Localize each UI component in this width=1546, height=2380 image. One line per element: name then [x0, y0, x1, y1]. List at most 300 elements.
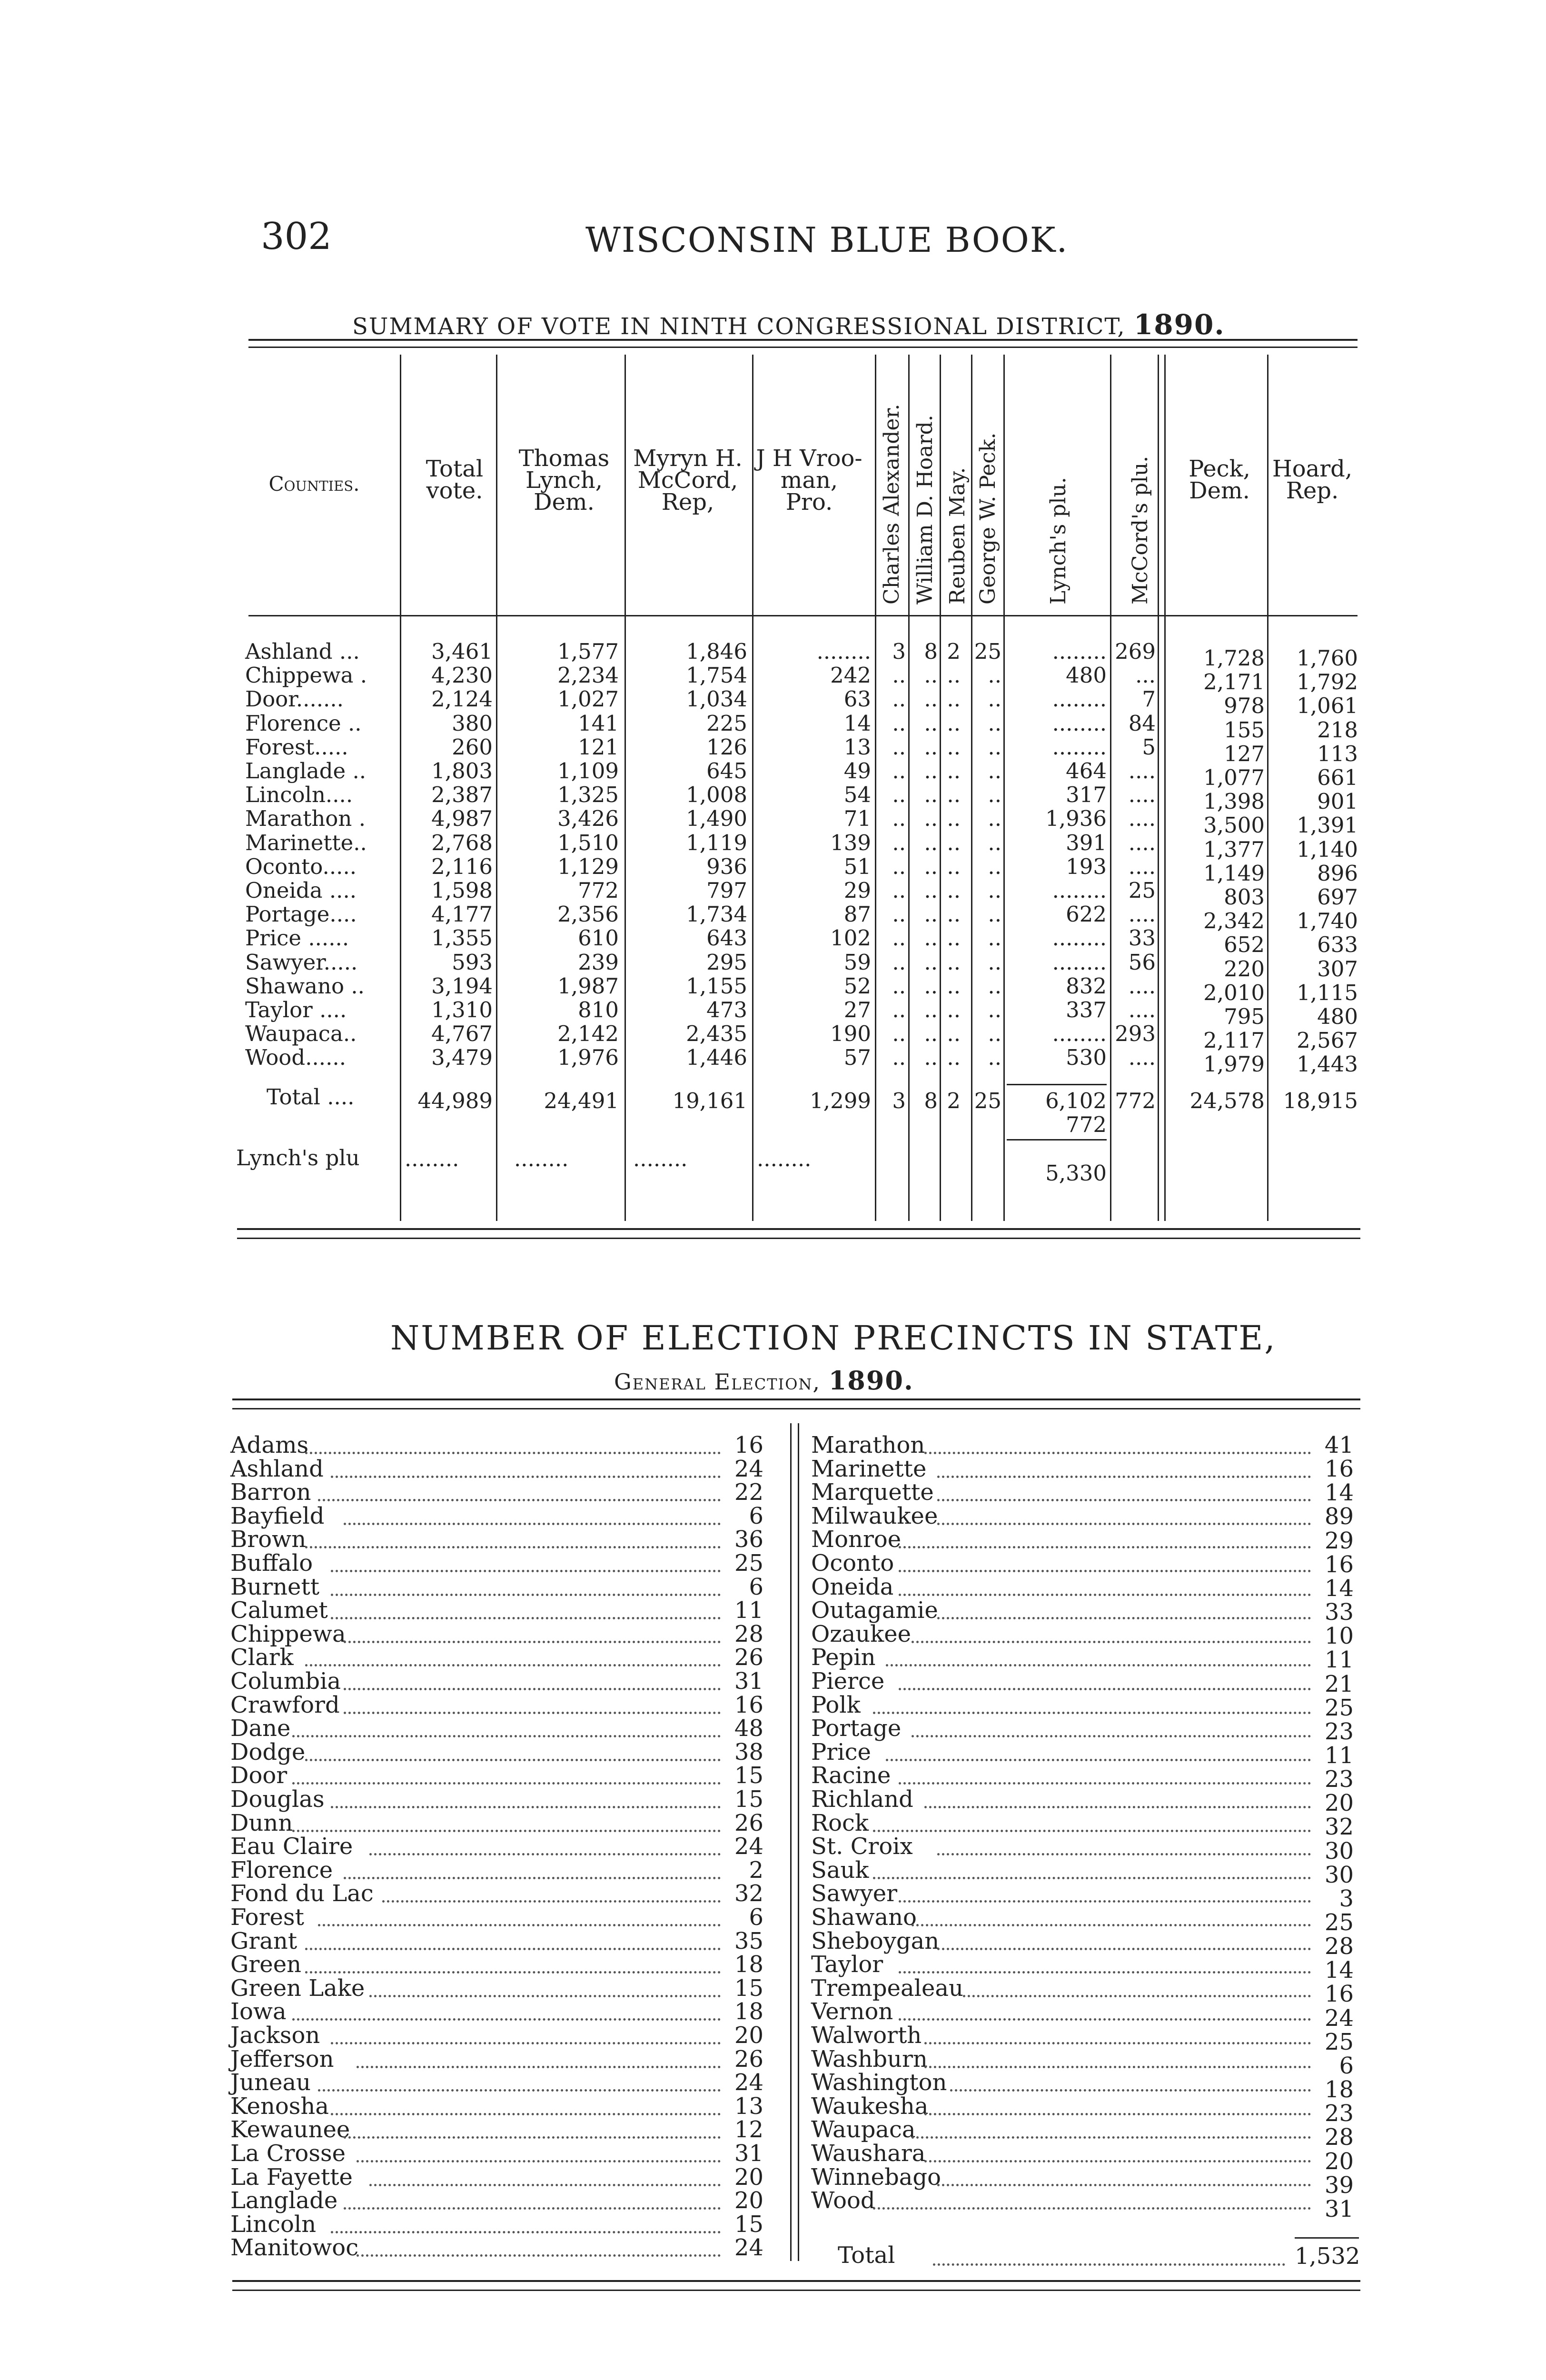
peck-votes: 652 — [1224, 932, 1265, 958]
leader-dots — [305, 1948, 721, 1950]
list-item — [811, 2022, 1358, 2055]
precinct-count: 38 — [734, 1738, 763, 1765]
list-item — [811, 1880, 1358, 1912]
hoard-votes: 1,061 — [1297, 693, 1358, 719]
george-peck-votes: .. — [988, 758, 1001, 783]
county-name: Price — [811, 1738, 871, 1765]
reuben-may-votes: .. — [947, 853, 961, 879]
running-head: WISCONSIN BLUE BOOK. — [585, 220, 1069, 260]
list-item — [230, 1856, 778, 1884]
reuben-may-votes: .. — [947, 1045, 961, 1071]
alexander-votes: .. — [892, 806, 906, 832]
col-sep — [1267, 355, 1269, 1221]
mccord-votes: 797 — [706, 878, 747, 903]
leader-dots — [331, 1476, 721, 1478]
lynch-votes: 1,129 — [557, 853, 619, 879]
precincts-subtitle-text: General Election, — [614, 1369, 821, 1395]
leader-dots — [344, 1877, 721, 1879]
plurality-dots: ........ — [514, 1146, 569, 1171]
list-item — [811, 2069, 1358, 2103]
hoard-votes: 896 — [1317, 860, 1358, 886]
list-item — [230, 2045, 778, 2073]
county-name: Polk — [811, 1691, 861, 1718]
county-name: Clark — [230, 1644, 294, 1671]
leader-dots — [369, 2184, 721, 2186]
leader-dots — [912, 1924, 1311, 1926]
list-item — [811, 1951, 1358, 1984]
mccord-votes: 1,034 — [686, 686, 747, 712]
vrooman-votes: 102 — [830, 925, 871, 951]
lynch-plurality: ........ — [1052, 878, 1107, 903]
peck-votes: 2,342 — [1203, 908, 1265, 934]
precinct-count: 23 — [1324, 2100, 1354, 2127]
leader-dots — [318, 2089, 721, 2092]
list-item — [811, 1786, 1358, 1817]
total-vote: 4,230 — [431, 663, 493, 688]
lynch-plu-diff-rule — [1007, 1139, 1107, 1140]
precinct-count: 15 — [734, 1762, 763, 1789]
county-name: Jackson — [230, 2022, 320, 2049]
leader-dots — [886, 1759, 1311, 1761]
reuben-may-votes: .. — [947, 949, 961, 975]
county-name: Grant — [230, 1927, 297, 1954]
reuben-may-votes: .. — [947, 902, 961, 927]
total-vote: 1,803 — [431, 758, 493, 783]
list-item — [811, 1502, 1358, 1530]
vrooman-votes: 71 — [843, 806, 871, 832]
list-item — [811, 1434, 1358, 1458]
vrooman-votes: 59 — [843, 949, 871, 975]
county-name: Taylor — [811, 1951, 883, 1978]
county-name: Columbia — [230, 1668, 341, 1695]
plurality-label: Lynch's plu — [236, 1145, 360, 1170]
header-alexander: Charles Alexander. — [880, 404, 904, 605]
header-george-peck: George W. Peck. — [976, 432, 1000, 605]
precinct-count: 6 — [749, 1573, 763, 1600]
total-vrooman: 1,299 — [810, 1088, 871, 1113]
lynch-plurality: ........ — [1052, 686, 1107, 712]
list-item — [230, 1764, 778, 1788]
george-peck-votes: .. — [988, 830, 1001, 855]
precinct-count: 14 — [1324, 1957, 1354, 1984]
mccord-votes: 1,155 — [686, 973, 747, 999]
alexander-votes: .. — [892, 925, 906, 951]
leader-dots — [344, 1712, 721, 1714]
county-name: Oneida — [811, 1573, 894, 1600]
vrooman-votes: 63 — [843, 686, 871, 712]
precinct-count: 11 — [734, 1597, 763, 1624]
county-name: Burnett — [230, 1573, 320, 1600]
vrooman-votes: 27 — [843, 997, 871, 1022]
precinct-count: 16 — [1324, 1981, 1354, 2008]
leader-dots — [292, 1830, 721, 1832]
lynch-votes: 2,234 — [557, 663, 619, 688]
leader-dots — [331, 1570, 721, 1572]
plurality-value: 5,330 — [1045, 1160, 1107, 1186]
lynch-plurality: ........ — [1052, 734, 1107, 760]
lynch-plurality: 622 — [1066, 902, 1107, 927]
leader-dots — [924, 1806, 1311, 1808]
county-name: Pepin — [811, 1644, 876, 1671]
county-name: Chippewa . — [245, 663, 367, 688]
william-hoard-votes: .. — [924, 997, 938, 1022]
summary-title-text: SUMMARY OF VOTE IN NINTH CONGRESSIONAL DISTRICT, — [352, 313, 1126, 340]
leader-dots — [924, 2113, 1311, 2115]
precinct-count: 89 — [1324, 1503, 1354, 1530]
county-name: Ozaukee — [811, 1620, 912, 1647]
mccord-votes: 473 — [706, 997, 747, 1022]
lynch-plurality: 1,936 — [1045, 806, 1107, 832]
hoard-votes: 901 — [1317, 789, 1358, 814]
list-item — [811, 1833, 1358, 1864]
county-name: Green — [230, 1951, 302, 1978]
william-hoard-votes: .. — [924, 973, 938, 999]
peck-votes: 803 — [1224, 884, 1265, 910]
lynch-plurality: 337 — [1066, 997, 1107, 1022]
leader-dots — [305, 1452, 721, 1454]
precinct-count: 26 — [734, 1809, 763, 1836]
precinct-count: 13 — [734, 2092, 763, 2120]
leader-dots — [369, 1853, 721, 1855]
william-hoard-votes: .. — [924, 782, 938, 808]
total-mccord: 19,161 — [672, 1088, 747, 1113]
total-vote: 2,124 — [431, 686, 493, 712]
leader-dots — [344, 1523, 721, 1525]
lynch-votes: 1,325 — [557, 782, 619, 808]
total-vote: 3,194 — [431, 973, 493, 999]
leader-dots — [344, 1641, 721, 1643]
total-vote: 1,598 — [431, 878, 493, 903]
leader-dots — [331, 1594, 721, 1596]
total-vote: 2,116 — [431, 853, 493, 879]
precincts-subtitle — [614, 1365, 914, 1396]
county-name: Fond du Lac — [230, 1880, 374, 1907]
leader-dots — [899, 1900, 1311, 1903]
county-name: Waupaca.. — [245, 1021, 357, 1047]
hoard-votes: 113 — [1317, 741, 1358, 766]
lynch-plurality: ........ — [1052, 925, 1107, 951]
lynch-votes: 810 — [578, 997, 619, 1022]
mccord-votes: 1,846 — [686, 639, 747, 664]
mccord-votes: 645 — [706, 758, 747, 783]
list-item — [230, 1882, 778, 1906]
leader-dots — [912, 1735, 1311, 1737]
reuben-may-votes: .. — [947, 997, 961, 1022]
list-item — [230, 2163, 778, 2191]
precinct-count: 15 — [734, 1786, 763, 1813]
mccord-plurality: .... — [1128, 853, 1156, 879]
leader-dots — [873, 2207, 1311, 2210]
precinct-count: 24 — [1324, 2004, 1354, 2032]
leader-dots — [899, 2018, 1311, 2021]
precinct-count: 16 — [1324, 1456, 1354, 1483]
mccord-plurality: 269 — [1115, 639, 1156, 664]
county-name: Buffalo — [230, 1550, 313, 1577]
william-hoard-votes: .. — [924, 734, 938, 760]
county-name: Florence .. — [245, 710, 362, 736]
alexander-votes: .. — [892, 663, 906, 688]
precinct-count: 12 — [734, 2116, 763, 2143]
precinct-count: 15 — [734, 2211, 763, 2238]
county-name: Eau Claire — [230, 1833, 353, 1860]
county-name: Ashland ... — [245, 639, 360, 664]
leader-dots — [924, 1452, 1311, 1454]
county-name: Wood...... — [245, 1045, 347, 1071]
mccord-votes: 1,446 — [686, 1045, 747, 1071]
leader-dots — [899, 1971, 1311, 1973]
vrooman-votes: 29 — [843, 878, 871, 903]
reuben-may-votes: .. — [947, 973, 961, 999]
mccord-plurality: .... — [1128, 830, 1156, 855]
lynch-plurality: ........ — [1052, 710, 1107, 736]
header-rule — [248, 615, 1358, 616]
precincts-total-label: Total — [838, 2242, 895, 2269]
county-name: Richland — [811, 1786, 913, 1813]
precinct-count: 3 — [1339, 1885, 1354, 1912]
george-peck-votes: .. — [988, 902, 1001, 927]
total-vote: 4,767 — [431, 1021, 493, 1047]
vrooman-votes: 52 — [843, 973, 871, 999]
precincts-top-rule-2 — [232, 1408, 1360, 1409]
header-reuben-may: Reuben May. — [945, 467, 970, 605]
precinct-count: 16 — [1324, 1551, 1354, 1578]
reuben-may-votes: .. — [947, 734, 961, 760]
county-name: Price ...... — [245, 925, 349, 951]
lynch-plurality: 193 — [1066, 853, 1107, 879]
precinct-count: 18 — [734, 1951, 763, 1978]
county-name: Manitowoc — [230, 2234, 359, 2261]
leader-dots — [924, 2042, 1311, 2044]
alexander-votes: .. — [892, 878, 906, 903]
col-sep — [1158, 355, 1159, 1221]
precincts-sum-rule — [1295, 2237, 1359, 2239]
county-name: Waushara — [811, 2140, 926, 2167]
county-name: Iowa — [230, 1998, 287, 2025]
leader-dots — [369, 1995, 721, 1997]
precinct-count: 28 — [734, 1620, 763, 1647]
county-name: Marinette.. — [245, 830, 367, 855]
col-sep — [752, 355, 753, 1221]
lynch-votes: 2,356 — [557, 902, 619, 927]
table-bottom-rule-2 — [237, 1238, 1360, 1239]
county-name: Winnebago — [811, 2163, 941, 2191]
george-peck-votes: .. — [988, 710, 1001, 736]
george-peck-votes: .. — [988, 973, 1001, 999]
george-peck-votes: .. — [988, 925, 1001, 951]
lynch-plurality: ........ — [1052, 639, 1107, 664]
mccord-votes: 936 — [706, 853, 747, 879]
mccord-plurality: .... — [1128, 806, 1156, 832]
vrooman-votes: 13 — [843, 734, 871, 760]
peck-votes: 3,500 — [1203, 813, 1265, 838]
leader-dots — [937, 1853, 1311, 1855]
alexander-votes: .. — [892, 1021, 906, 1047]
header-counties: Counties. — [268, 472, 360, 496]
col-sep — [1110, 355, 1111, 1221]
hoard-votes: 307 — [1317, 956, 1358, 982]
col-sep — [624, 355, 626, 1221]
lynch-plurality: 464 — [1066, 758, 1107, 783]
reuben-may-votes: .. — [947, 925, 961, 951]
county-name: Rock — [811, 1809, 869, 1836]
vrooman-votes: 190 — [830, 1021, 871, 1047]
leader-dots — [899, 1546, 1311, 1548]
total-reuben-may: 2 — [947, 1088, 961, 1113]
leader-dots — [331, 2231, 721, 2233]
lynch-votes: 1,027 — [557, 686, 619, 712]
precincts-bottom-rule-2 — [232, 2290, 1360, 2291]
william-hoard-votes: .. — [924, 686, 938, 712]
lynch-votes: 239 — [578, 949, 619, 975]
leader-dots — [950, 2089, 1311, 2092]
george-peck-votes: .. — [988, 663, 1001, 688]
alexander-votes: 3 — [892, 639, 906, 664]
mccord-votes: 2,435 — [686, 1021, 747, 1047]
list-item — [811, 1597, 1358, 1626]
county-name: La Fayette — [230, 2163, 353, 2191]
county-name: Brown — [230, 1526, 307, 1553]
precinct-count: 22 — [734, 1479, 763, 1506]
mccord-plurality: 25 — [1128, 878, 1156, 903]
precincts-col-sep — [798, 1423, 799, 2261]
county-name: Kewaunee — [230, 2116, 350, 2143]
reuben-may-votes: .. — [947, 782, 961, 808]
county-name: Barron — [230, 1479, 311, 1506]
george-peck-votes: .. — [988, 1021, 1001, 1047]
leader-dots — [305, 1759, 721, 1761]
precinct-count: 16 — [734, 1432, 763, 1458]
leader-dots — [357, 2066, 721, 2068]
county-name: Outagamie — [811, 1597, 938, 1624]
header-mccord-plu: McCord's plu. — [1128, 456, 1152, 605]
precinct-count: 20 — [1324, 1790, 1354, 1817]
county-name: Sauk — [811, 1856, 869, 1884]
mccord-plurality: .... — [1128, 973, 1156, 999]
reuben-may-votes: 2 — [947, 639, 961, 664]
list-item — [230, 1691, 778, 1718]
william-hoard-votes: .. — [924, 902, 938, 927]
george-peck-votes: .. — [988, 1045, 1001, 1071]
precinct-count: 14 — [1324, 1479, 1354, 1507]
peck-votes: 1,398 — [1203, 789, 1265, 814]
total-george-peck: 25 — [974, 1088, 1001, 1113]
leader-dots — [899, 1782, 1311, 1785]
list-item — [230, 1906, 778, 1930]
county-name: Taylor .... — [245, 997, 347, 1022]
list-item — [230, 1974, 778, 2002]
reuben-may-votes: .. — [947, 1021, 961, 1047]
precinct-count: 2 — [749, 1856, 763, 1884]
hoard-votes: 1,391 — [1297, 813, 1358, 838]
george-peck-votes: .. — [988, 782, 1001, 808]
county-name: Wood — [811, 2187, 875, 2214]
county-name: Sawyer..... — [245, 949, 358, 975]
table-top-rule-2 — [248, 347, 1358, 348]
peck-votes: 220 — [1224, 956, 1265, 982]
list-item — [230, 1927, 778, 1954]
county-name: Walworth — [811, 2022, 922, 2049]
precinct-count: 25 — [1324, 1694, 1354, 1721]
county-name: Trempealeau — [811, 1974, 963, 2002]
list-item — [230, 2213, 778, 2237]
precinct-count: 28 — [1324, 1933, 1354, 1960]
county-name: Lincoln — [230, 2211, 317, 2238]
mccord-plurality: .... — [1128, 1045, 1156, 1071]
precinct-count: 23 — [1324, 1718, 1354, 1745]
alexander-votes: .. — [892, 758, 906, 783]
lynch-plurality: ........ — [1052, 949, 1107, 975]
precinct-count: 11 — [1324, 1742, 1354, 1769]
header-william-hoard: William D. Hoard. — [913, 415, 937, 605]
leader-dots — [292, 1735, 721, 1737]
lynch-votes: 772 — [578, 878, 619, 903]
leader-dots — [937, 1948, 1311, 1950]
total-vote: 3,479 — [431, 1045, 493, 1071]
alexander-votes: .. — [892, 782, 906, 808]
list-item — [811, 2116, 1358, 2151]
precincts-bottom-rule — [232, 2280, 1360, 2282]
list-item — [230, 1646, 778, 1670]
list-item — [230, 1599, 778, 1623]
list-item — [811, 1762, 1358, 1793]
list-item — [230, 1573, 778, 1600]
william-hoard-votes: .. — [924, 758, 938, 783]
list-item — [811, 1668, 1358, 1697]
william-hoard-votes: .. — [924, 710, 938, 736]
header-vrooman: J H Vroo- man, Pro. — [756, 445, 862, 516]
col-sep — [908, 355, 910, 1221]
william-hoard-votes: .. — [924, 1045, 938, 1071]
page-number: 302 — [261, 215, 332, 258]
precinct-count: 24 — [734, 1455, 763, 1482]
leader-dots — [937, 1523, 1311, 1525]
alexander-votes: .. — [892, 853, 906, 879]
list-item — [230, 2071, 778, 2095]
leader-dots — [292, 2018, 721, 2021]
county-name: Oneida .... — [245, 878, 357, 903]
list-item — [230, 1502, 778, 1529]
total-lynch-plu: 6,102 — [1045, 1088, 1107, 1113]
lynch-votes: 1,987 — [557, 973, 619, 999]
leader-dots — [873, 1712, 1311, 1714]
list-item — [811, 2187, 1358, 2222]
county-name: Juneau — [230, 2069, 311, 2096]
william-hoard-votes: .. — [924, 853, 938, 879]
hoard-votes: 218 — [1317, 717, 1358, 743]
mccord-plurality: 84 — [1128, 710, 1156, 736]
lynch-votes: 3,426 — [557, 806, 619, 832]
list-item — [811, 1809, 1358, 1841]
alexander-votes: .. — [892, 902, 906, 927]
county-name: Green Lake — [230, 1974, 365, 2002]
county-name: Portage.... — [245, 902, 357, 927]
list-item — [811, 1856, 1358, 1888]
leader-dots — [924, 2160, 1311, 2162]
hoard-votes: 1,140 — [1297, 836, 1358, 862]
precinct-count: 31 — [734, 2140, 763, 2167]
total-hoard: 18,915 — [1283, 1088, 1358, 1113]
county-name: Dunn — [230, 1809, 293, 1836]
summary-title-year: 1890. — [1133, 308, 1225, 341]
hoard-votes: 1,115 — [1297, 980, 1358, 1005]
precincts-col-sep — [790, 1423, 792, 2261]
william-hoard-votes: .. — [924, 663, 938, 688]
total-vote: 3,461 — [431, 639, 493, 664]
table-bottom-rule — [237, 1228, 1360, 1230]
precinct-count: 18 — [1324, 2076, 1354, 2103]
county-name: Calumet — [230, 1597, 328, 1624]
county-name: Vernon — [811, 1998, 893, 2025]
